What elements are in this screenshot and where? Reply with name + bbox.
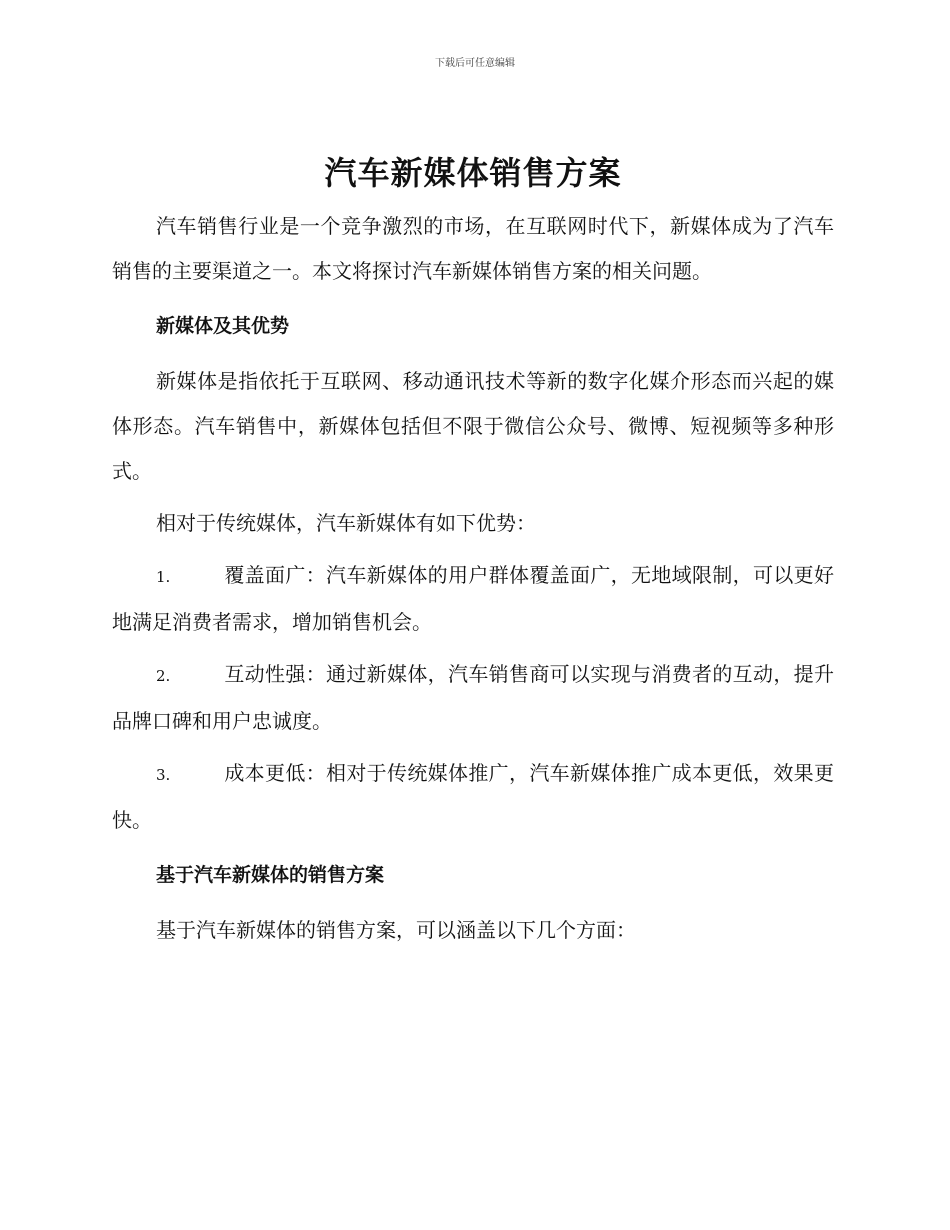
list-item-text: 成本更低：相对于传统媒体推广，汽车新媒体推广成本更低，效果更快。 [112,761,834,832]
list-item-number: 3. [156,766,171,784]
list-item [112,553,834,645]
new-media-definition-paragraph: 新媒体是指依托于互联网、移动通讯技术等新的数字化媒介形态而兴起的媒体形态。汽车销售中，新媒体包括但不限于微信公众号、微博、短视频等多种形式。 [112,369,834,483]
document-title: 汽车新媒体销售方案 [324,154,622,192]
spacer [112,645,834,652]
list-item-text: 互动性强：通过新媒体，汽车销售商可以实现与消费者的互动，提升品牌口碑和用户忠诚度。 [112,662,834,733]
spacer [112,843,834,853]
spacer [112,349,834,359]
section-heading-new-media: 新媒体及其优势 [156,315,290,337]
spacer [112,744,834,751]
spacer [112,898,834,908]
section-heading-sales-plan: 基于汽车新媒体的销售方案 [156,864,385,886]
spacer [112,494,834,501]
intro-paragraph: 汽车销售行业是一个竞争激烈的市场，在互联网时代下，新媒体成为了汽车销售的主要渠道之一。本文将探讨汽车新媒体销售方案的相关问题。 [112,214,834,283]
advantages-intro-paragraph: 相对于传统媒体，汽车新媒体有如下优势： [156,511,536,535]
list-item [112,751,834,843]
list-item-text: 覆盖面广：汽车新媒体的用户群体覆盖面广，无地域限制，可以更好地满足消费者需求，增加销售机会。 [112,563,834,634]
header-note: 下载后可任意编辑 [435,58,515,69]
spacer [112,294,834,304]
list-item [112,652,834,744]
spacer [112,546,834,553]
list-item-number: 2. [156,667,171,685]
list-item-number: 1. [156,568,171,586]
document-body [112,148,834,953]
sales-plan-intro-paragraph: 基于汽车新媒体的销售方案，可以涵盖以下几个方面： [156,918,636,942]
